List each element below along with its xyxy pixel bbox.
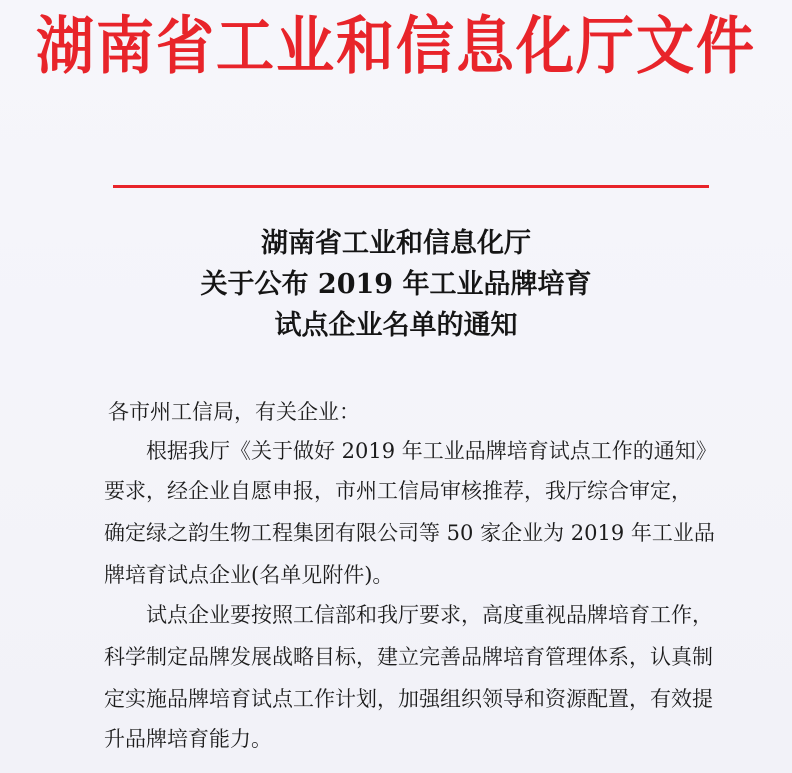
paragraph-2-line: 试点企业要按照工信部和我厅要求，高度重视品牌培育工作， [146, 603, 713, 627]
paragraph-2-line: 定实施品牌培育试点工作计划，加强组织领导和资源配置，有效提 [104, 687, 713, 711]
paragraph-1-line: 根据我厅《关于做好 2019 年工业品牌培育试点工作的通知》 [146, 439, 717, 463]
paragraph-2-line: 科学制定品牌发展战略目标，建立完善品牌培育管理体系，认真制 [104, 645, 713, 669]
paragraph-1-line: 要求，经企业自愿申报，市州工信局审核推荐，我厅综合审定， [104, 479, 692, 503]
paragraph-1-line: 牌培育试点企业(名单见附件)。 [104, 563, 394, 587]
salutation: 各市州工信局，有关企业： [108, 400, 360, 424]
agency-header-title: 湖南省工业和信息化厅文件 [35, 9, 756, 83]
paragraph-1-line: 确定绿之韵生物工程集团有限公司等 50 家企业为 2019 年工业品 [104, 521, 715, 545]
paragraph-2-line: 升品牌培育能力。 [104, 727, 272, 751]
red-separator-rule [113, 185, 709, 188]
notice-title-line-2: 关于公布 2019 年工业品牌培育 [200, 269, 592, 300]
notice-title-line-3: 试点企业名单的通知 [274, 310, 518, 341]
notice-title-line-1: 湖南省工业和信息化厅 [261, 228, 531, 259]
